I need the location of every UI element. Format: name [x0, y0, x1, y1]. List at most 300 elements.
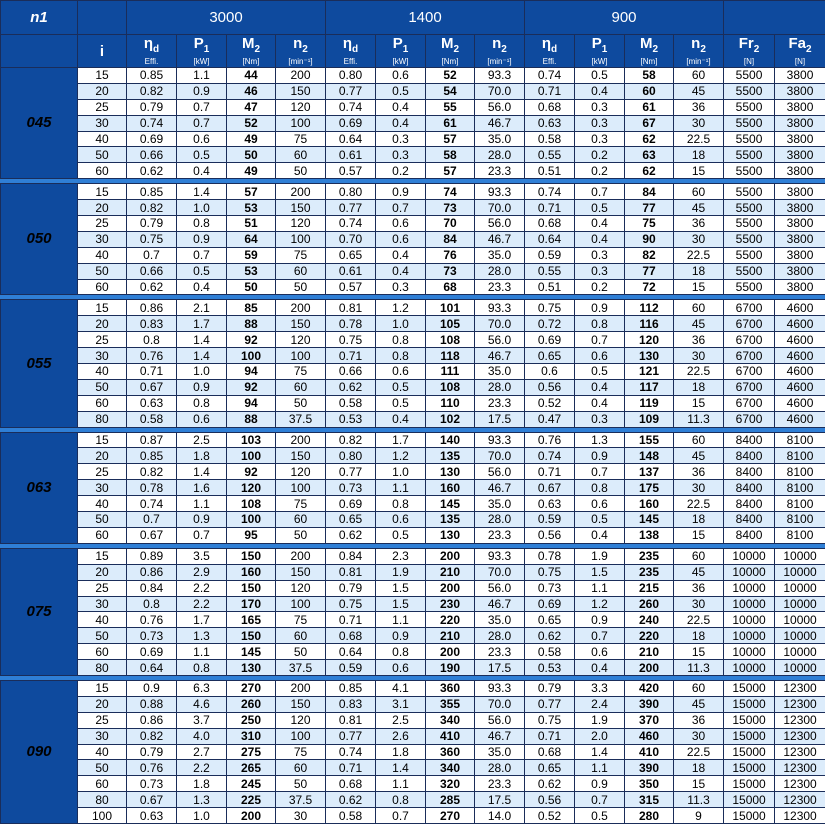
table-cell: 2.2 — [177, 596, 227, 612]
table-cell: 10000 — [775, 596, 825, 612]
table-cell: 170 — [227, 596, 276, 612]
table-cell: 94 — [227, 364, 276, 380]
table-cell: 0.66 — [127, 147, 177, 163]
table-cell: 0.78 — [525, 548, 575, 564]
table-cell: 93.3 — [475, 184, 525, 200]
table-cell: 200 — [625, 660, 674, 676]
table-cell: 5500 — [724, 247, 775, 263]
table-cell: 121 — [625, 364, 674, 380]
table-row — [1, 316, 825, 332]
table-cell: 0.69 — [127, 644, 177, 660]
table-cell: 4600 — [775, 364, 825, 380]
table-cell: 23.3 — [475, 395, 525, 411]
table-cell: 28.0 — [475, 379, 525, 395]
table-cell: 93.3 — [475, 300, 525, 316]
table-cell: 60 — [674, 184, 724, 200]
table-cell: 0.5 — [376, 83, 426, 99]
param-header-g0-3: $n_2$ [min⁻¹] — [276, 35, 326, 68]
table-cell: 120 — [276, 332, 326, 348]
table-cell: 0.73 — [127, 628, 177, 644]
table-cell: 74 — [426, 184, 475, 200]
table-cell: 200 — [227, 808, 276, 824]
table-cell: 8400 — [724, 480, 775, 496]
table-row — [1, 480, 825, 496]
table-cell: 0.80 — [326, 184, 376, 200]
table-cell: 0.6 — [376, 68, 426, 84]
table-cell: 30 — [674, 231, 724, 247]
table-cell: 10000 — [775, 660, 825, 676]
table-cell: 60 — [276, 628, 326, 644]
table-row — [1, 411, 825, 427]
table-cell: 175 — [625, 480, 674, 496]
table-cell: 0.75 — [127, 231, 177, 247]
table-cell: 55 — [426, 99, 475, 115]
table-cell: 2.1 — [177, 300, 227, 316]
table-cell: 12300 — [775, 712, 825, 728]
table-cell: 315 — [625, 792, 674, 808]
table-cell: 160 — [227, 564, 276, 580]
table-cell: 0.5 — [575, 512, 625, 528]
table-cell: 70.0 — [475, 83, 525, 99]
table-cell: 25 — [78, 332, 127, 348]
table-cell: 10000 — [775, 612, 825, 628]
table-cell: 0.85 — [326, 680, 376, 696]
table-cell: 0.8 — [127, 332, 177, 348]
table-cell: 0.69 — [326, 496, 376, 512]
ratio-header: i — [78, 35, 127, 68]
table-cell: 1.8 — [376, 744, 426, 760]
table-cell: 72 — [625, 279, 674, 295]
table-cell: 0.65 — [525, 612, 575, 628]
table-cell: 0.3 — [575, 247, 625, 263]
table-cell: 18 — [674, 147, 724, 163]
table-cell: 3.1 — [376, 696, 426, 712]
table-cell: 0.58 — [525, 644, 575, 660]
table-cell: 0.5 — [575, 68, 625, 84]
table-cell: 40 — [78, 247, 127, 263]
table-cell: 60 — [674, 548, 724, 564]
table-cell: 0.79 — [525, 680, 575, 696]
table-cell: 165 — [227, 612, 276, 628]
table-cell: 120 — [276, 580, 326, 596]
table-cell: 3800 — [775, 231, 825, 247]
table-row — [1, 628, 825, 644]
table-cell: 4600 — [775, 316, 825, 332]
gearbox-size-label: 055 — [1, 300, 78, 427]
table-row — [1, 184, 825, 200]
table-row — [1, 760, 825, 776]
table-cell: 1.1 — [376, 480, 426, 496]
table-cell: 160 — [625, 496, 674, 512]
table-cell: 0.86 — [127, 712, 177, 728]
table-cell: 28.0 — [475, 263, 525, 279]
table-cell: 3800 — [775, 216, 825, 232]
table-cell: 60 — [78, 395, 127, 411]
table-cell: 3800 — [775, 200, 825, 216]
table-cell: 30 — [674, 728, 724, 744]
table-cell: 0.6 — [575, 644, 625, 660]
table-cell: 46.7 — [475, 231, 525, 247]
table-cell: 0.7 — [575, 332, 625, 348]
table-cell: 50 — [78, 147, 127, 163]
table-cell: 100 — [276, 596, 326, 612]
table-cell: 265 — [227, 760, 276, 776]
table-cell: 390 — [625, 760, 674, 776]
table-cell: 0.78 — [127, 480, 177, 496]
table-cell: 0.84 — [326, 548, 376, 564]
table-cell: 0.3 — [376, 131, 426, 147]
load-header-0: $Fr_2$ [N] — [724, 35, 775, 68]
table-cell: 0.3 — [376, 279, 426, 295]
table-cell: 200 — [276, 432, 326, 448]
table-row — [1, 728, 825, 744]
table-cell: 30 — [674, 115, 724, 131]
table-cell: 5500 — [724, 147, 775, 163]
table-cell: 6700 — [724, 316, 775, 332]
table-cell: 0.64 — [525, 231, 575, 247]
table-row — [1, 200, 825, 216]
table-cell: 215 — [625, 580, 674, 596]
table-cell: 155 — [625, 432, 674, 448]
table-cell: 0.71 — [326, 348, 376, 364]
table-cell: 4600 — [775, 300, 825, 316]
table-cell: 2.0 — [575, 728, 625, 744]
table-cell: 75 — [625, 216, 674, 232]
table-row — [1, 580, 825, 596]
table-cell: 2.9 — [177, 564, 227, 580]
table-cell: 230 — [426, 596, 475, 612]
table-cell: 50 — [78, 512, 127, 528]
table-cell: 85 — [227, 300, 276, 316]
table-cell: 108 — [426, 379, 475, 395]
table-cell: 360 — [426, 744, 475, 760]
table-cell: 0.81 — [326, 564, 376, 580]
table-cell: 1.3 — [177, 792, 227, 808]
table-cell: 340 — [426, 760, 475, 776]
table-cell: 95 — [227, 527, 276, 543]
table-cell: 0.73 — [326, 480, 376, 496]
table-cell: 0.61 — [326, 147, 376, 163]
table-cell: 0.75 — [326, 332, 376, 348]
table-cell: 0.74 — [525, 68, 575, 84]
table-cell: 0.73 — [525, 580, 575, 596]
table-cell: 15 — [78, 68, 127, 84]
table-cell: 44 — [227, 68, 276, 84]
table-cell: 10000 — [775, 628, 825, 644]
table-cell: 0.7 — [575, 184, 625, 200]
table-cell: 15000 — [724, 776, 775, 792]
table-row — [1, 432, 825, 448]
table-cell: 30 — [78, 348, 127, 364]
table-cell: 120 — [276, 712, 326, 728]
table-row — [1, 612, 825, 628]
table-cell: 310 — [227, 728, 276, 744]
table-cell: 0.75 — [525, 712, 575, 728]
table-cell: 0.74 — [326, 216, 376, 232]
table-cell: 135 — [426, 448, 475, 464]
table-cell: 15 — [674, 776, 724, 792]
table-cell: 25 — [78, 99, 127, 115]
table-cell: 35.0 — [475, 247, 525, 263]
table-cell: 340 — [426, 712, 475, 728]
table-cell: 15000 — [724, 680, 775, 696]
table-cell: 8100 — [775, 512, 825, 528]
table-cell: 1.6 — [177, 480, 227, 496]
table-cell: 150 — [276, 564, 326, 580]
table-cell: 90 — [625, 231, 674, 247]
table-cell: 15 — [674, 163, 724, 179]
table-cell: 0.3 — [575, 411, 625, 427]
table-cell: 235 — [625, 564, 674, 580]
table-cell: 3800 — [775, 115, 825, 131]
table-cell: 61 — [426, 115, 475, 131]
table-cell: 70.0 — [475, 564, 525, 580]
table-cell: 12300 — [775, 728, 825, 744]
table-cell: 135 — [426, 512, 475, 528]
table-cell: 57 — [227, 184, 276, 200]
table-cell: 0.4 — [376, 247, 426, 263]
table-cell: 92 — [227, 379, 276, 395]
table-cell: 1.1 — [177, 496, 227, 512]
table-cell: 6700 — [724, 348, 775, 364]
table-cell: 0.9 — [177, 83, 227, 99]
table-cell: 20 — [78, 564, 127, 580]
table-cell: 0.79 — [326, 580, 376, 596]
table-cell: 5500 — [724, 68, 775, 84]
table-cell: 0.51 — [525, 279, 575, 295]
table-row — [1, 364, 825, 380]
table-cell: 0.6 — [376, 512, 426, 528]
table-cell: 0.6 — [376, 660, 426, 676]
table-cell: 220 — [426, 612, 475, 628]
table-cell: 200 — [276, 548, 326, 564]
table-cell: 60 — [276, 760, 326, 776]
table-cell: 76 — [426, 247, 475, 263]
table-cell: 30 — [78, 480, 127, 496]
table-cell: 3800 — [775, 68, 825, 84]
table-cell: 0.63 — [127, 395, 177, 411]
table-cell: 0.70 — [326, 231, 376, 247]
table-cell: 150 — [276, 316, 326, 332]
table-cell: 70.0 — [475, 696, 525, 712]
table-cell: 30 — [78, 231, 127, 247]
table-cell: 0.58 — [326, 395, 376, 411]
table-cell: 0.62 — [525, 628, 575, 644]
table-cell: 73 — [426, 263, 475, 279]
table-cell: 0.88 — [127, 696, 177, 712]
table-row — [1, 548, 825, 564]
table-cell: 3800 — [775, 131, 825, 147]
param-header-g0-1: $P_1$ [kW] — [177, 35, 227, 68]
table-cell: 0.64 — [326, 131, 376, 147]
table-cell: 6700 — [724, 411, 775, 427]
table-cell: 0.51 — [525, 163, 575, 179]
table-cell: 5500 — [724, 231, 775, 247]
table-cell: 1.2 — [376, 448, 426, 464]
table-cell: 50 — [78, 760, 127, 776]
table-cell: 60 — [674, 432, 724, 448]
table-cell: 15000 — [724, 744, 775, 760]
table-cell: 14.0 — [475, 808, 525, 824]
table-cell: 270 — [227, 680, 276, 696]
table-cell: 0.81 — [326, 712, 376, 728]
table-cell: 45 — [674, 564, 724, 580]
table-cell: 0.59 — [525, 512, 575, 528]
table-cell: 84 — [426, 231, 475, 247]
gearbox-size-label: 090 — [1, 680, 78, 823]
speed-900-header: 900 — [525, 1, 724, 35]
table-cell: 100 — [276, 728, 326, 744]
table-cell: 22.5 — [674, 496, 724, 512]
table-cell: 59 — [227, 247, 276, 263]
table-cell: 100 — [227, 448, 276, 464]
table-cell: 50 — [276, 279, 326, 295]
table-cell: 36 — [674, 464, 724, 480]
table-cell: 6.3 — [177, 680, 227, 696]
table-cell: 1.4 — [177, 464, 227, 480]
table-cell: 3.3 — [575, 680, 625, 696]
table-cell: 1.2 — [575, 596, 625, 612]
table-cell: 0.64 — [127, 660, 177, 676]
table-cell: 12300 — [775, 680, 825, 696]
table-cell: 0.7 — [177, 527, 227, 543]
table-cell: 20 — [78, 696, 127, 712]
table-cell: 15 — [674, 395, 724, 411]
table-cell: 0.56 — [525, 379, 575, 395]
table-cell: 50 — [78, 263, 127, 279]
table-cell: 0.62 — [326, 792, 376, 808]
table-cell: 0.76 — [127, 760, 177, 776]
table-cell: 0.74 — [326, 99, 376, 115]
table-cell: 54 — [426, 83, 475, 99]
table-cell: 150 — [227, 628, 276, 644]
table-cell: 25 — [78, 580, 127, 596]
table-cell: 36 — [674, 580, 724, 596]
table-cell: 60 — [276, 147, 326, 163]
table-cell: 37.5 — [276, 660, 326, 676]
table-cell: 0.7 — [177, 115, 227, 131]
table-cell: 1.1 — [177, 68, 227, 84]
table-cell: 0.4 — [575, 660, 625, 676]
table-row — [1, 247, 825, 263]
param-header-g2-0: $\eta_d$ Effi. — [525, 35, 575, 68]
table-cell: 1.9 — [376, 564, 426, 580]
table-cell: 0.4 — [575, 216, 625, 232]
table-cell: 50 — [276, 163, 326, 179]
table-cell: 0.9 — [376, 184, 426, 200]
table-cell: 17.5 — [475, 411, 525, 427]
table-cell: 22.5 — [674, 744, 724, 760]
table-cell: 0.8 — [127, 596, 177, 612]
table-cell: 0.82 — [326, 432, 376, 448]
table-cell: 2.5 — [177, 432, 227, 448]
table-cell: 6700 — [724, 332, 775, 348]
table-cell: 6700 — [724, 300, 775, 316]
table-cell: 8400 — [724, 448, 775, 464]
speed-header-row — [1, 1, 825, 35]
gearbox-size-label: 075 — [1, 548, 78, 675]
table-cell: 0.82 — [127, 464, 177, 480]
table-row — [1, 332, 825, 348]
table-cell: 150 — [276, 200, 326, 216]
table-cell: 36 — [674, 216, 724, 232]
table-cell: 50 — [276, 527, 326, 543]
table-cell: 4.1 — [376, 680, 426, 696]
table-row — [1, 300, 825, 316]
table-cell: 56.0 — [475, 216, 525, 232]
table-cell: 58 — [625, 68, 674, 84]
table-cell: 10000 — [775, 564, 825, 580]
table-cell: 1.0 — [177, 808, 227, 824]
table-cell: 120 — [227, 480, 276, 496]
table-cell: 53 — [227, 200, 276, 216]
table-cell: 8100 — [775, 527, 825, 543]
table-cell: 0.9 — [177, 231, 227, 247]
table-cell: 103 — [227, 432, 276, 448]
table-cell: 0.57 — [326, 163, 376, 179]
gearbox-size-label: 063 — [1, 432, 78, 543]
table-cell: 46 — [227, 83, 276, 99]
table-cell: 0.8 — [177, 395, 227, 411]
table-cell: 119 — [625, 395, 674, 411]
table-cell: 0.69 — [525, 332, 575, 348]
table-cell: 5500 — [724, 184, 775, 200]
table-cell: 45 — [674, 316, 724, 332]
table-cell: 0.85 — [127, 68, 177, 84]
table-cell: 5500 — [724, 115, 775, 131]
table-cell: 12300 — [775, 744, 825, 760]
table-cell: 3800 — [775, 147, 825, 163]
table-cell: 56.0 — [475, 332, 525, 348]
table-cell: 17.5 — [475, 792, 525, 808]
table-cell: 145 — [227, 644, 276, 660]
table-cell: 0.4 — [575, 379, 625, 395]
table-cell: 1.1 — [376, 776, 426, 792]
param-header-g1-0: $\eta_d$ Effi. — [326, 35, 376, 68]
table-cell: 50 — [227, 279, 276, 295]
table-cell: 8400 — [724, 432, 775, 448]
table-cell: 0.82 — [127, 83, 177, 99]
table-cell: 410 — [625, 744, 674, 760]
table-cell: 160 — [426, 480, 475, 496]
table-cell: 0.74 — [127, 496, 177, 512]
table-cell: 120 — [276, 216, 326, 232]
table-cell: 23.3 — [475, 644, 525, 660]
table-cell: 10000 — [775, 548, 825, 564]
table-cell: 0.53 — [525, 660, 575, 676]
table-cell: 100 — [227, 512, 276, 528]
table-cell: 0.4 — [575, 231, 625, 247]
table-cell: 4.0 — [177, 728, 227, 744]
table-cell: 0.76 — [127, 612, 177, 628]
table-cell: 12300 — [775, 760, 825, 776]
table-cell: 0.59 — [525, 247, 575, 263]
table-cell: 1.2 — [376, 300, 426, 316]
table-cell: 8100 — [775, 496, 825, 512]
table-cell: 0.5 — [575, 200, 625, 216]
table-cell: 22.5 — [674, 612, 724, 628]
table-cell: 360 — [426, 680, 475, 696]
table-cell: 0.63 — [525, 115, 575, 131]
table-cell: 0.6 — [177, 131, 227, 147]
table-cell: 60 — [78, 776, 127, 792]
table-cell: 0.83 — [127, 316, 177, 332]
table-row — [1, 808, 825, 824]
table-cell: 0.52 — [525, 395, 575, 411]
table-cell: 0.85 — [127, 184, 177, 200]
table-cell: 15 — [78, 432, 127, 448]
table-cell: 1.5 — [575, 564, 625, 580]
